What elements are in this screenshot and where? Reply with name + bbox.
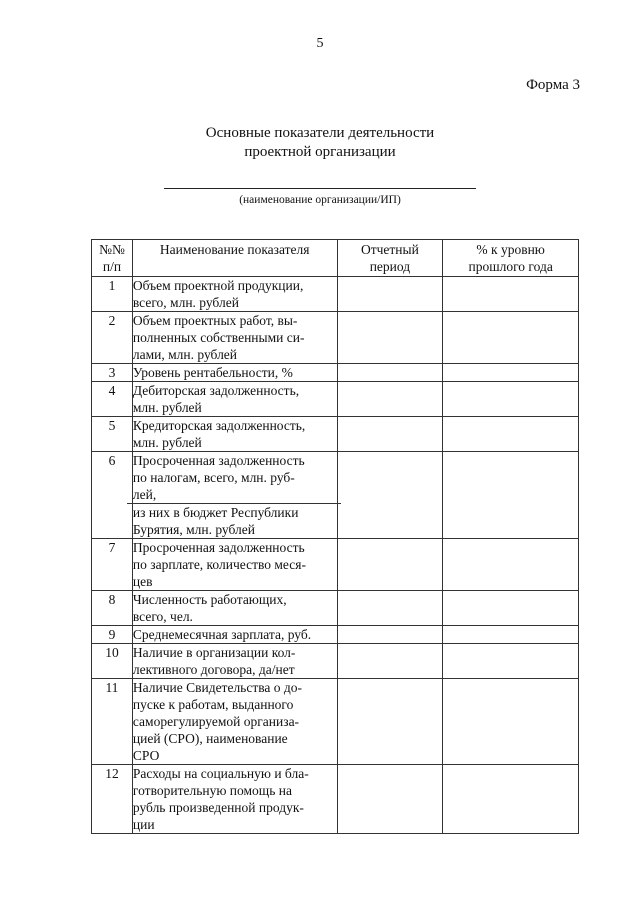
row-number: 6 (92, 452, 133, 539)
current-period-cell[interactable] (337, 312, 443, 364)
table-row (92, 591, 579, 626)
indicator-name-line: рубль произведенной продук- (132, 800, 304, 815)
table-row (92, 626, 579, 644)
indicator-name (132, 539, 337, 591)
indicator-name (132, 765, 337, 834)
indicator-name-line: всего, чел. (132, 609, 193, 624)
page-number: 5 (316, 36, 324, 51)
previous-year-percent-cell[interactable] (443, 626, 579, 644)
current-period-cell[interactable] (337, 679, 443, 765)
row-number: 7 (92, 539, 133, 591)
header-previous-year-percent: % к уровню прошлого года (443, 240, 579, 277)
indicator-name (132, 417, 337, 452)
row-number: 5 (92, 417, 133, 452)
indicator-name-line: млн. рублей (132, 400, 202, 415)
indicator-subitem-line: из них в бюджет Республики (132, 505, 299, 520)
indicator-name-line: по налогам, всего, млн. руб- (132, 470, 295, 485)
indicator-name (132, 626, 337, 644)
previous-year-percent-cell[interactable] (443, 539, 579, 591)
previous-year-percent-cell[interactable] (443, 312, 579, 364)
current-period-cell[interactable] (337, 626, 443, 644)
indicator-name-line: ции (132, 817, 155, 832)
title-line-2: проектной организации (244, 144, 396, 160)
previous-year-percent-cell[interactable] (443, 452, 579, 539)
current-period-cell[interactable] (337, 539, 443, 591)
indicator-name-line: Кредиторская задолженность, (132, 418, 306, 433)
row-number: 11 (92, 679, 133, 765)
header-indicator-name: Наименование показателя (132, 240, 337, 277)
current-period-cell[interactable] (337, 277, 443, 312)
current-period-cell[interactable] (337, 765, 443, 834)
header-number: №№ п/п (92, 240, 133, 277)
indicator-name-line: Численность работающих, (132, 592, 287, 607)
current-period-cell[interactable] (337, 382, 443, 417)
table-body (92, 277, 579, 834)
indicator-name (132, 312, 337, 364)
indicator-name (132, 364, 337, 382)
organization-name-caption: (наименование организации/ИП) (239, 194, 401, 206)
row-number: 3 (92, 364, 133, 382)
indicator-name-line: по зарплате, количество меся- (132, 557, 306, 572)
current-period-cell[interactable] (337, 452, 443, 539)
table-row (92, 539, 579, 591)
document-title (0, 124, 640, 162)
indicator-name-line: СРО (132, 748, 160, 763)
indicator-name-line: Просроченная задолженность (132, 540, 305, 555)
row-number: 1 (92, 277, 133, 312)
indicator-name-line: Среднемесячная зарплата, руб. (132, 627, 312, 642)
indicator-name (132, 382, 337, 417)
indicator-name-line: полненных собственными си- (132, 330, 305, 345)
indicator-name-line: саморегулируемой организа- (132, 714, 300, 729)
row-number: 12 (92, 765, 133, 834)
table-row (92, 312, 579, 364)
table-header-row (92, 240, 579, 277)
indicator-name (132, 644, 337, 679)
indicator-name-line: готворительную помощь на (132, 783, 292, 798)
current-period-cell[interactable] (337, 591, 443, 626)
indicator-name-line: Дебиторская задолженность, (132, 383, 300, 398)
previous-year-percent-cell[interactable] (443, 277, 579, 312)
indicator-name-line: Объем проектных работ, вы- (132, 313, 298, 328)
indicator-name-line: Расходы на социальную и бла- (132, 766, 309, 781)
indicator-subitem-line: Бурятия, млн. рублей (132, 522, 255, 537)
table-row (92, 277, 579, 312)
indicator-name-line: всего, млн. рублей (132, 295, 239, 310)
table-row (92, 417, 579, 452)
table-row (92, 452, 579, 539)
previous-year-percent-cell[interactable] (443, 417, 579, 452)
indicator-name-line: Просроченная задолженность (132, 453, 305, 468)
indicator-name-line: цев (132, 574, 153, 589)
indicator-name-line: лективного договора, да/нет (132, 662, 295, 677)
row-number: 10 (92, 644, 133, 679)
indicator-name-line: Наличие Свидетельства о до- (132, 680, 303, 695)
indicator-name-line: пуске к работам, выданного (132, 697, 294, 712)
current-period-cell[interactable] (337, 644, 443, 679)
previous-year-percent-cell[interactable] (443, 591, 579, 626)
indicator-name (132, 679, 337, 765)
previous-year-percent-cell[interactable] (443, 382, 579, 417)
table-row (92, 765, 579, 834)
header-current-period: Отчетный период (337, 240, 443, 277)
row-number: 8 (92, 591, 133, 626)
indicator-name-line: лей, (132, 487, 157, 502)
form-label: Форма 3 (526, 77, 580, 93)
table-row (92, 364, 579, 382)
indicator-name-line: Наличие в организации кол- (132, 645, 296, 660)
current-period-cell[interactable] (337, 417, 443, 452)
previous-year-percent-cell[interactable] (443, 765, 579, 834)
table-row (92, 644, 579, 679)
current-period-cell[interactable] (337, 364, 443, 382)
indicator-name (132, 591, 337, 626)
indicator-name-line: цией (СРО), наименование (132, 731, 288, 746)
title-line-1: Основные показатели деятельности (205, 125, 435, 141)
previous-year-percent-cell[interactable] (443, 644, 579, 679)
table-row (92, 679, 579, 765)
row-number: 9 (92, 626, 133, 644)
indicators-table (91, 239, 579, 834)
indicator-name (132, 277, 337, 312)
indicator-subitem (127, 503, 341, 538)
row-number: 2 (92, 312, 133, 364)
organization-name-line (164, 188, 476, 189)
indicator-name-line: Объем проектной продукции, (132, 278, 304, 293)
indicator-name-line: лами, млн. рублей (132, 347, 238, 362)
table-row (92, 382, 579, 417)
previous-year-percent-cell[interactable] (443, 679, 579, 765)
row-number: 4 (92, 382, 133, 417)
previous-year-percent-cell[interactable] (443, 364, 579, 382)
indicator-name (132, 452, 337, 539)
indicator-name-line: Уровень рентабельности, % (132, 365, 293, 380)
indicator-name-line: млн. рублей (132, 435, 202, 450)
